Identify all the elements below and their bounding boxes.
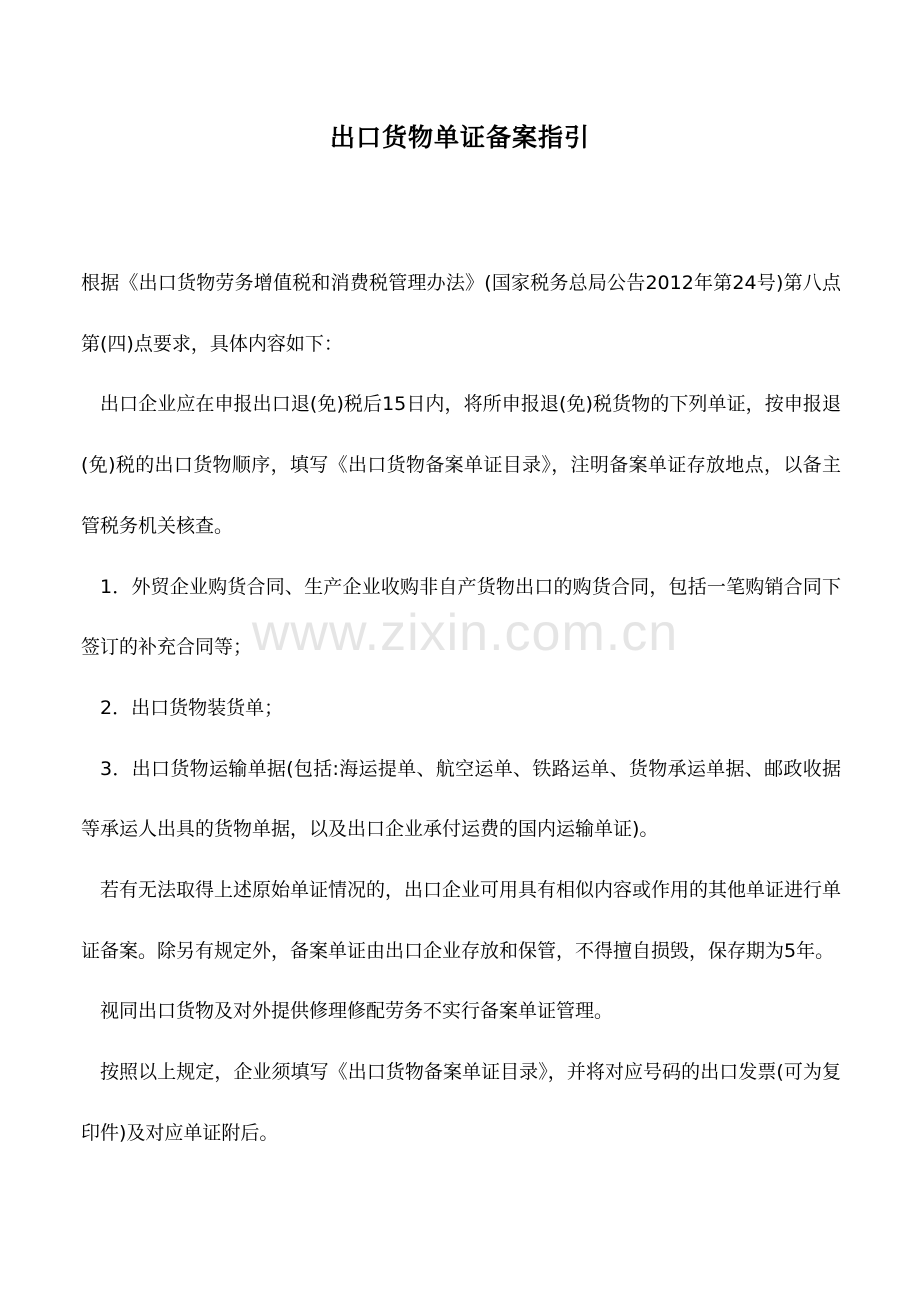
paragraph-instruction: 按照以上规定，企业须填写《出口货物备案单证目录》，并将对应号码的出口发票(可为复印件)及对应单证附后。	[81, 1061, 841, 1144]
paragraph-exemption: 视同出口货物及对外提供修理修配劳务不实行备案单证管理。	[100, 1000, 614, 1023]
watermark-text: www.zixin.com.cn	[251, 604, 679, 662]
paragraph-item-2: 2．出口货物装货单；	[100, 696, 284, 719]
paragraph-item-1: 1．外贸企业购货合同、生产企业收购非自产货物出口的购货合同，包括一笔购销合同下签订的补充合同等；	[81, 575, 841, 659]
paragraph-item-3: 3．出口货物运输单据(包括:海运提单、航空运单、铁路运单、货物承运单据、邮政收据等承运人出具的货物单据，以及出口企业承付运费的国内运输单证)。	[81, 757, 841, 841]
document-body	[81, 253, 841, 1164]
paragraph-alternative-documents: 若有无法取得上述原始单证情况的，出口企业可用具有相似内容或作用的其他单证进行单证备案。除另有规定外，备案单证由出口企业存放和保管，不得擅自损毁，保存期为5年。	[81, 879, 842, 962]
paragraph-requirement: 出口企业应在申报出口退(免)税后15日内，将所申报退(免)税货物的下列单证，按申报退(免)税的出口货物顺序，填写《出口货物备案单证目录》，注明备案单证存放地点，以备主管税务机关核查。	[81, 393, 841, 537]
paragraph-intro: 根据《出口货物劳务增值税和消费税管理办法》(国家税务总局公告2012年第24号)第八点第(四)点要求，具体内容如下：	[81, 272, 841, 355]
document-title: 出口货物单证备案指引	[329, 123, 590, 152]
